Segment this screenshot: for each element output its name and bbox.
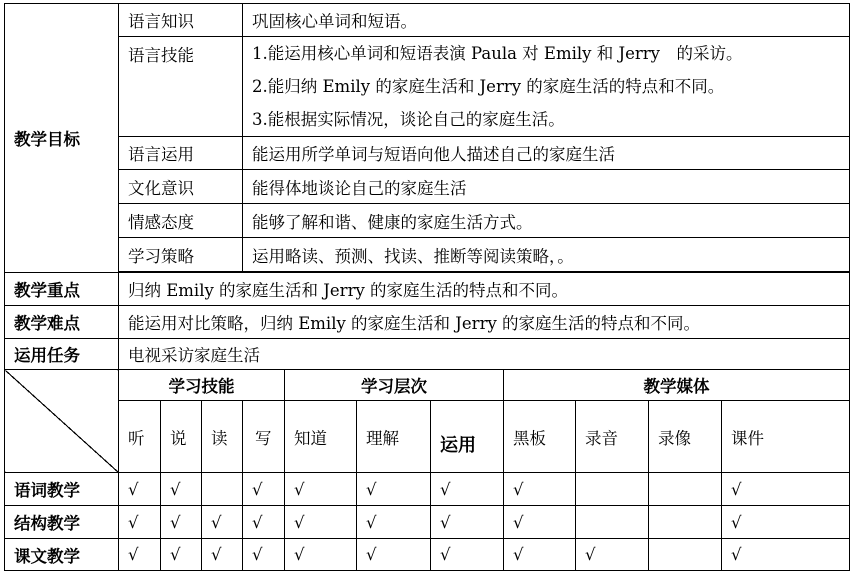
check-cell: √	[285, 506, 357, 539]
check-cell: √	[161, 473, 202, 506]
objective-name: 语言技能	[119, 37, 243, 137]
task-content: 电视采访家庭生活	[119, 339, 850, 370]
check-cell: √	[119, 539, 161, 571]
key-points-content: 归纳 Emily 的家庭生活和 Jerry 的家庭生活的特点和不同。	[119, 273, 850, 306]
objective-content: 能够了解和谐、健康的家庭生活方式。	[243, 204, 850, 238]
check-cell: √	[119, 473, 161, 506]
group-header-skills: 学习技能	[119, 370, 285, 401]
objective-content: 能得体地谈论自己的家庭生活	[243, 170, 850, 204]
objective-name: 情感态度	[119, 204, 243, 238]
objectives-label: 教学目标	[5, 4, 119, 273]
check-cell: √	[243, 539, 285, 571]
check-cell: √	[576, 539, 649, 571]
check-cell: √	[119, 506, 161, 539]
check-cell: √	[285, 539, 357, 571]
check-cell	[576, 473, 649, 506]
check-cell	[202, 473, 243, 506]
column-header: 听	[119, 401, 161, 473]
lesson-plan-table	[4, 3, 850, 571]
check-cell: √	[431, 539, 504, 571]
check-cell: √	[161, 539, 202, 571]
column-header: 黑板	[504, 401, 576, 473]
check-cell: √	[357, 539, 431, 571]
column-header: 说	[161, 401, 202, 473]
group-header-media: 教学媒体	[504, 370, 850, 401]
check-cell: √	[243, 506, 285, 539]
objective-name: 语言知识	[119, 4, 243, 37]
check-cell	[649, 539, 722, 571]
difficulties-label: 教学难点	[5, 306, 119, 339]
check-cell: √	[161, 506, 202, 539]
objective-name: 文化意识	[119, 170, 243, 204]
objective-line: 2.能归纳 Emily 的家庭生活和 Jerry 的家庭生活的特点和不同。	[252, 77, 725, 96]
group-header-levels: 学习层次	[285, 370, 504, 401]
column-header: 录像	[649, 401, 722, 473]
task-label: 运用任务	[5, 339, 119, 370]
column-header: 读	[202, 401, 243, 473]
diagonal-header-cell	[5, 370, 119, 473]
check-cell	[649, 506, 722, 539]
matrix-row-label: 课文教学	[5, 539, 119, 571]
check-cell: √	[431, 506, 504, 539]
check-cell: √	[357, 506, 431, 539]
matrix-row-label: 结构教学	[5, 506, 119, 539]
column-header: 理解	[357, 401, 431, 473]
objective-content: 运用略读、预测、找读、推断等阅读策略，。	[243, 238, 850, 272]
check-cell: √	[722, 506, 850, 539]
objective-content: 巩固核心单词和短语。	[243, 4, 850, 37]
column-header: 运用	[431, 401, 504, 473]
column-header: 录音	[576, 401, 649, 473]
check-cell: √	[504, 506, 576, 539]
difficulties-content: 能运用对比策略，归纳 Emily 的家庭生活和 Jerry 的家庭生活的特点和不同。	[119, 306, 850, 339]
check-cell: √	[357, 473, 431, 506]
check-cell: √	[504, 473, 576, 506]
column-header: 课件	[722, 401, 850, 473]
check-cell: √	[202, 539, 243, 571]
check-cell: √	[285, 473, 357, 506]
check-cell: √	[722, 539, 850, 571]
objective-line: 3.能根据实际情况，谈论自己的家庭生活。	[252, 110, 565, 129]
objective-name: 学习策略	[119, 238, 243, 272]
check-cell: √	[504, 539, 576, 571]
key-points-label: 教学重点	[5, 273, 119, 306]
check-cell: √	[243, 473, 285, 506]
check-cell: √	[202, 506, 243, 539]
check-cell: √	[431, 473, 504, 506]
column-header: 知道	[285, 401, 357, 473]
objective-content: 能运用所学单词与短语向他人描述自己的家庭生活	[243, 137, 850, 170]
objective-line: 1.能运用核心单词和短语表演 Paula 对 Emily 和 Jerry 的采访。	[252, 44, 743, 63]
check-cell	[649, 473, 722, 506]
matrix-row-label: 语词教学	[5, 473, 119, 506]
check-cell	[576, 506, 649, 539]
objective-name: 语言运用	[119, 137, 243, 170]
objective-content	[243, 37, 850, 137]
column-header: 写	[243, 401, 285, 473]
check-cell: √	[722, 473, 850, 506]
